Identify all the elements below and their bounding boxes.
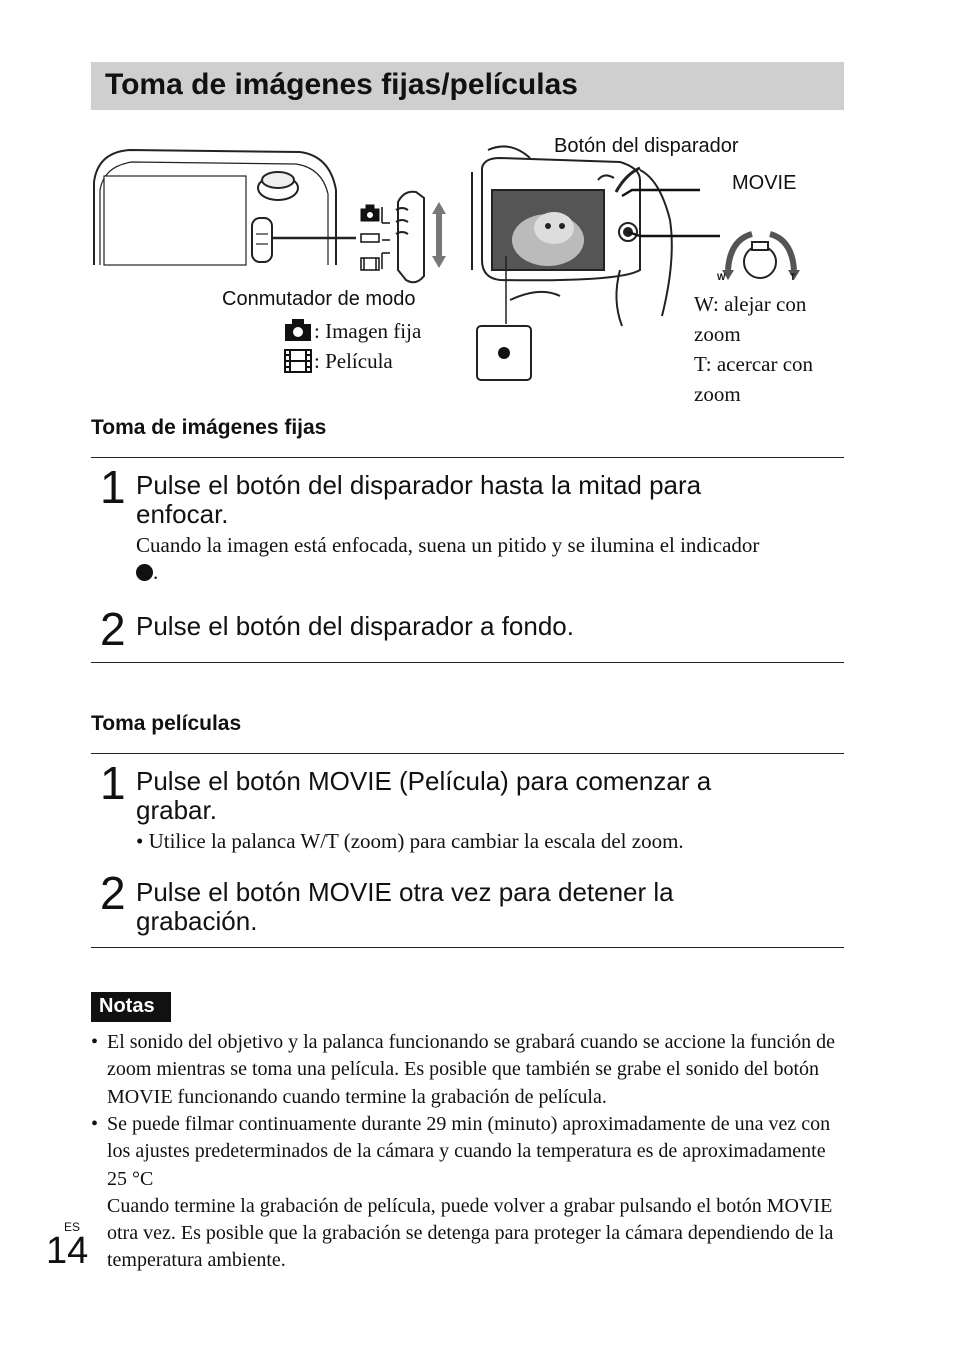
zoom-w-label-2: zoom xyxy=(694,322,741,346)
camera-icon xyxy=(284,318,312,342)
language-code: ES xyxy=(64,1220,81,1234)
shutter-button-label: Botón del disparador xyxy=(554,135,739,157)
page-number: 14 xyxy=(46,1230,89,1272)
step-instruction: Pulse el botón del disparador a fondo. xyxy=(136,611,574,641)
focus-indicator-icon xyxy=(136,564,153,581)
divider xyxy=(91,662,844,663)
step-line: Pulse el botón MOVIE (Película) para comenzar a xyxy=(136,766,712,796)
still-image-label: : Imagen fija xyxy=(314,319,422,343)
mode-switch-label: Conmutador de modo xyxy=(222,288,416,310)
up-down-arrow-icon xyxy=(432,202,446,268)
divider xyxy=(91,753,844,754)
step-number: 1 xyxy=(100,757,126,809)
step-instruction xyxy=(136,878,674,936)
step-line: Pulse el botón del disparador hasta la mitad para xyxy=(136,470,702,500)
zoom-t-label: T: acercar con xyxy=(694,352,814,376)
note-text: Se puede filmar continuamente durante 29 min (minuto) aproximadamente de una vez con los ajustes predeterminados de la cámara y cuando la temperatura es de aproximadamente 25 °C xyxy=(107,1113,831,1190)
step-desc-line: Cuando la imagen está enfocada, suena un pitido y se ilumina el indicador xyxy=(136,533,760,557)
step-number: 1 xyxy=(100,461,126,513)
step-number: 2 xyxy=(100,603,126,655)
camera-top-illustration xyxy=(94,150,356,265)
step-line: Pulse el botón MOVIE otra vez para detener la xyxy=(136,877,674,907)
notes-badge-label: Notas xyxy=(99,995,155,1017)
slider-knob-illustration xyxy=(396,192,424,283)
divider xyxy=(91,947,844,948)
film-icon xyxy=(284,349,312,373)
zoom-w-mark: W xyxy=(717,272,726,282)
note-item xyxy=(91,1029,843,1111)
zoom-t-mark: T xyxy=(790,272,796,282)
movie-section-heading: Toma películas xyxy=(91,712,242,735)
zoom-dial-illustration xyxy=(722,234,800,280)
step-desc-line xyxy=(136,559,759,586)
step-instruction xyxy=(136,471,701,529)
mode-switch-icons xyxy=(361,205,390,270)
step-instruction xyxy=(136,767,711,825)
indicator-box xyxy=(477,326,531,380)
step-number: 2 xyxy=(100,867,126,919)
note-text: El sonido del objetivo y la palanca funcionando se grabará cuando se accione la función de zoom mientras se toma una película. Es posible que también se grabe el sonido del botón MOVIE funcionando cuando termine la grabación de película. xyxy=(107,1031,836,1108)
section-title-bar xyxy=(91,62,844,110)
notes-badge xyxy=(91,992,171,1022)
step-line: grabación. xyxy=(136,906,258,936)
page-title: Toma de imágenes fijas/películas xyxy=(105,68,578,101)
note-bullet: • xyxy=(91,1031,99,1053)
still-section-heading: Toma de imágenes fijas xyxy=(91,416,327,439)
divider xyxy=(91,457,844,458)
note-text-continued: Cuando termine la grabación de película, puede volver a grabar pulsando el botón MOVIE otra vez. Es posible que la grabación se detenga para proteger la cámara dependiendo de la temperatura ambiente. xyxy=(107,1194,834,1272)
step-line: enfocar. xyxy=(136,499,229,529)
step-desc-suffix: . xyxy=(153,560,159,584)
movie-mode-label: : Película xyxy=(314,349,393,373)
step-line: grabar. xyxy=(136,795,217,825)
note-item xyxy=(91,1111,843,1275)
zoom-t-label-2: zoom xyxy=(694,382,741,406)
step-description xyxy=(136,532,759,586)
movie-button-label: MOVIE xyxy=(732,172,797,194)
note-bullet: • xyxy=(91,1113,99,1135)
zoom-w-label: W: alejar con xyxy=(694,292,807,316)
step-description: • Utilice la palanca W/T (zoom) para cambiar la escala del zoom. xyxy=(136,829,684,853)
